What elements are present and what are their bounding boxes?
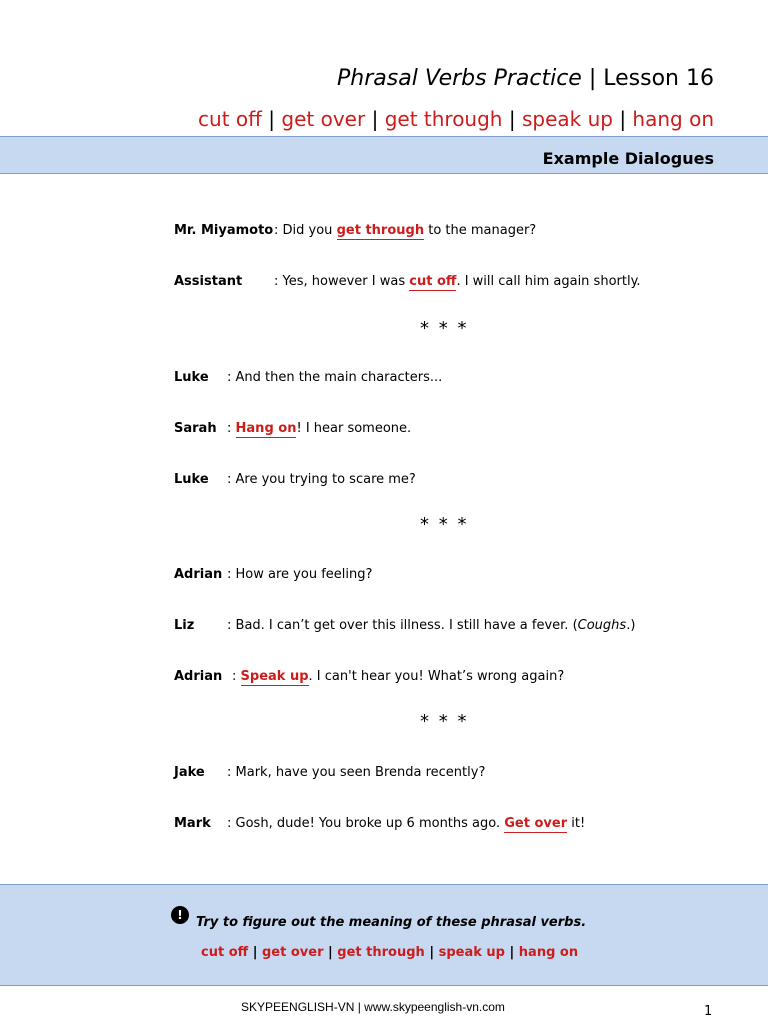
speaker-name: Adrian bbox=[174, 567, 223, 582]
speaker-colon: : bbox=[227, 421, 232, 436]
speaker-name: Luke bbox=[174, 370, 209, 385]
phrasal-verb-highlight: get through bbox=[336, 223, 425, 238]
stage-direction: Coughs bbox=[577, 618, 627, 633]
dialogue-post: ! I hear someone. bbox=[296, 421, 412, 436]
speaker-colon: : bbox=[232, 669, 237, 684]
dialogue-body: How are you feeling? bbox=[235, 567, 373, 582]
verb-separator: | bbox=[252, 945, 258, 960]
verb-cut-off: cut off bbox=[198, 107, 262, 131]
verb-get-through: get through bbox=[384, 107, 503, 131]
verb-speak-up: speak up bbox=[438, 945, 505, 960]
dialogue-divider: * * * bbox=[420, 318, 469, 339]
phrasal-verb-highlight: cut off bbox=[409, 274, 457, 289]
tip-text: Try to figure out the meaning of these phrasal verbs. bbox=[196, 915, 587, 930]
speaker-name: Mark bbox=[174, 816, 211, 831]
speaker-name: Assistant bbox=[174, 274, 243, 289]
speaker-colon: : bbox=[227, 816, 232, 831]
speaker-name: Adrian bbox=[174, 669, 223, 684]
dialogue-pre: Did you bbox=[282, 223, 333, 238]
speaker-name: Liz bbox=[174, 618, 195, 633]
dialogue-text bbox=[227, 421, 411, 436]
page-number: 1 bbox=[704, 1004, 713, 1019]
dialogue-pre: Yes, however I was bbox=[282, 274, 406, 289]
dialogue-text bbox=[227, 567, 372, 582]
speaker-name: Jake bbox=[174, 765, 205, 780]
dialogue-text bbox=[227, 370, 442, 385]
title-separator: | bbox=[588, 66, 597, 91]
speaker-colon: : bbox=[227, 472, 232, 487]
title-text: Phrasal Verbs Practice bbox=[337, 66, 582, 91]
verb-separator: | bbox=[429, 945, 435, 960]
header-verbs bbox=[198, 107, 714, 131]
dialogue-post: to the manager? bbox=[428, 223, 537, 238]
dialogue-pre: Gosh, dude! You broke up 6 months ago. bbox=[235, 816, 501, 831]
tip-box bbox=[0, 884, 768, 986]
verb-cut-off: cut off bbox=[201, 945, 249, 960]
dialogue-post: . I can't hear you! What’s wrong again? bbox=[308, 669, 565, 684]
speaker-colon: : bbox=[227, 567, 232, 582]
verb-get-through: get through bbox=[337, 945, 425, 960]
verb-hang-on: hang on bbox=[632, 107, 714, 131]
lesson-label: Lesson 16 bbox=[603, 66, 714, 91]
verb-hang-on: hang on bbox=[518, 945, 579, 960]
phrasal-verb-highlight: Get over bbox=[504, 816, 568, 831]
exclamation-icon: ! bbox=[171, 906, 189, 924]
dialogue-text bbox=[227, 472, 416, 487]
dialogue-post: . I will call him again shortly. bbox=[456, 274, 641, 289]
phrasal-verb-highlight: Speak up bbox=[240, 669, 309, 684]
verb-speak-up: speak up bbox=[521, 107, 613, 131]
speaker-colon: : bbox=[227, 765, 232, 780]
dialogue-text bbox=[227, 816, 585, 831]
dialogue-pre: Bad. I can’t get over this illness. I still have a fever. ( bbox=[235, 618, 578, 633]
dialogue-body: Are you trying to scare me? bbox=[235, 472, 416, 487]
verb-separator: | bbox=[328, 945, 333, 960]
footer-text: SKYPEENGLISH-VN | www.skypeenglish-vn.com bbox=[241, 1000, 505, 1014]
phrasal-verb-highlight: Hang on bbox=[235, 421, 297, 436]
dialogue-text bbox=[274, 274, 641, 289]
dialogue-divider: * * * bbox=[420, 514, 469, 535]
dialogue-text bbox=[227, 618, 635, 633]
dialogue-divider: * * * bbox=[420, 711, 469, 732]
verb-separator: | bbox=[371, 107, 379, 131]
speaker-colon: : bbox=[227, 370, 232, 385]
tip-verbs bbox=[201, 945, 578, 960]
section-band bbox=[0, 136, 768, 174]
dialogue-body: Mark, have you seen Brenda recently? bbox=[235, 765, 486, 780]
verb-get-over: get over bbox=[261, 945, 324, 960]
verb-separator: | bbox=[268, 107, 276, 131]
verb-separator: | bbox=[508, 107, 516, 131]
speaker-colon: : bbox=[227, 618, 232, 633]
verb-separator: | bbox=[509, 945, 515, 960]
section-title: Example Dialogues bbox=[542, 149, 714, 168]
verb-get-over: get over bbox=[281, 107, 366, 131]
speaker-colon: : bbox=[274, 274, 279, 289]
dialogue-post: .) bbox=[626, 618, 636, 633]
dialogue-text bbox=[227, 765, 485, 780]
dialogue-post: it! bbox=[571, 816, 586, 831]
speaker-name: Mr. Miyamoto bbox=[174, 223, 274, 238]
verb-separator: | bbox=[619, 107, 627, 131]
dialogue-body: And then the main characters... bbox=[235, 370, 443, 385]
speaker-colon: : bbox=[274, 223, 279, 238]
dialogue-text bbox=[232, 669, 564, 684]
speaker-name: Luke bbox=[174, 472, 209, 487]
speaker-name: Sarah bbox=[174, 421, 217, 436]
page-title bbox=[337, 66, 714, 91]
dialogue-text bbox=[274, 223, 536, 238]
